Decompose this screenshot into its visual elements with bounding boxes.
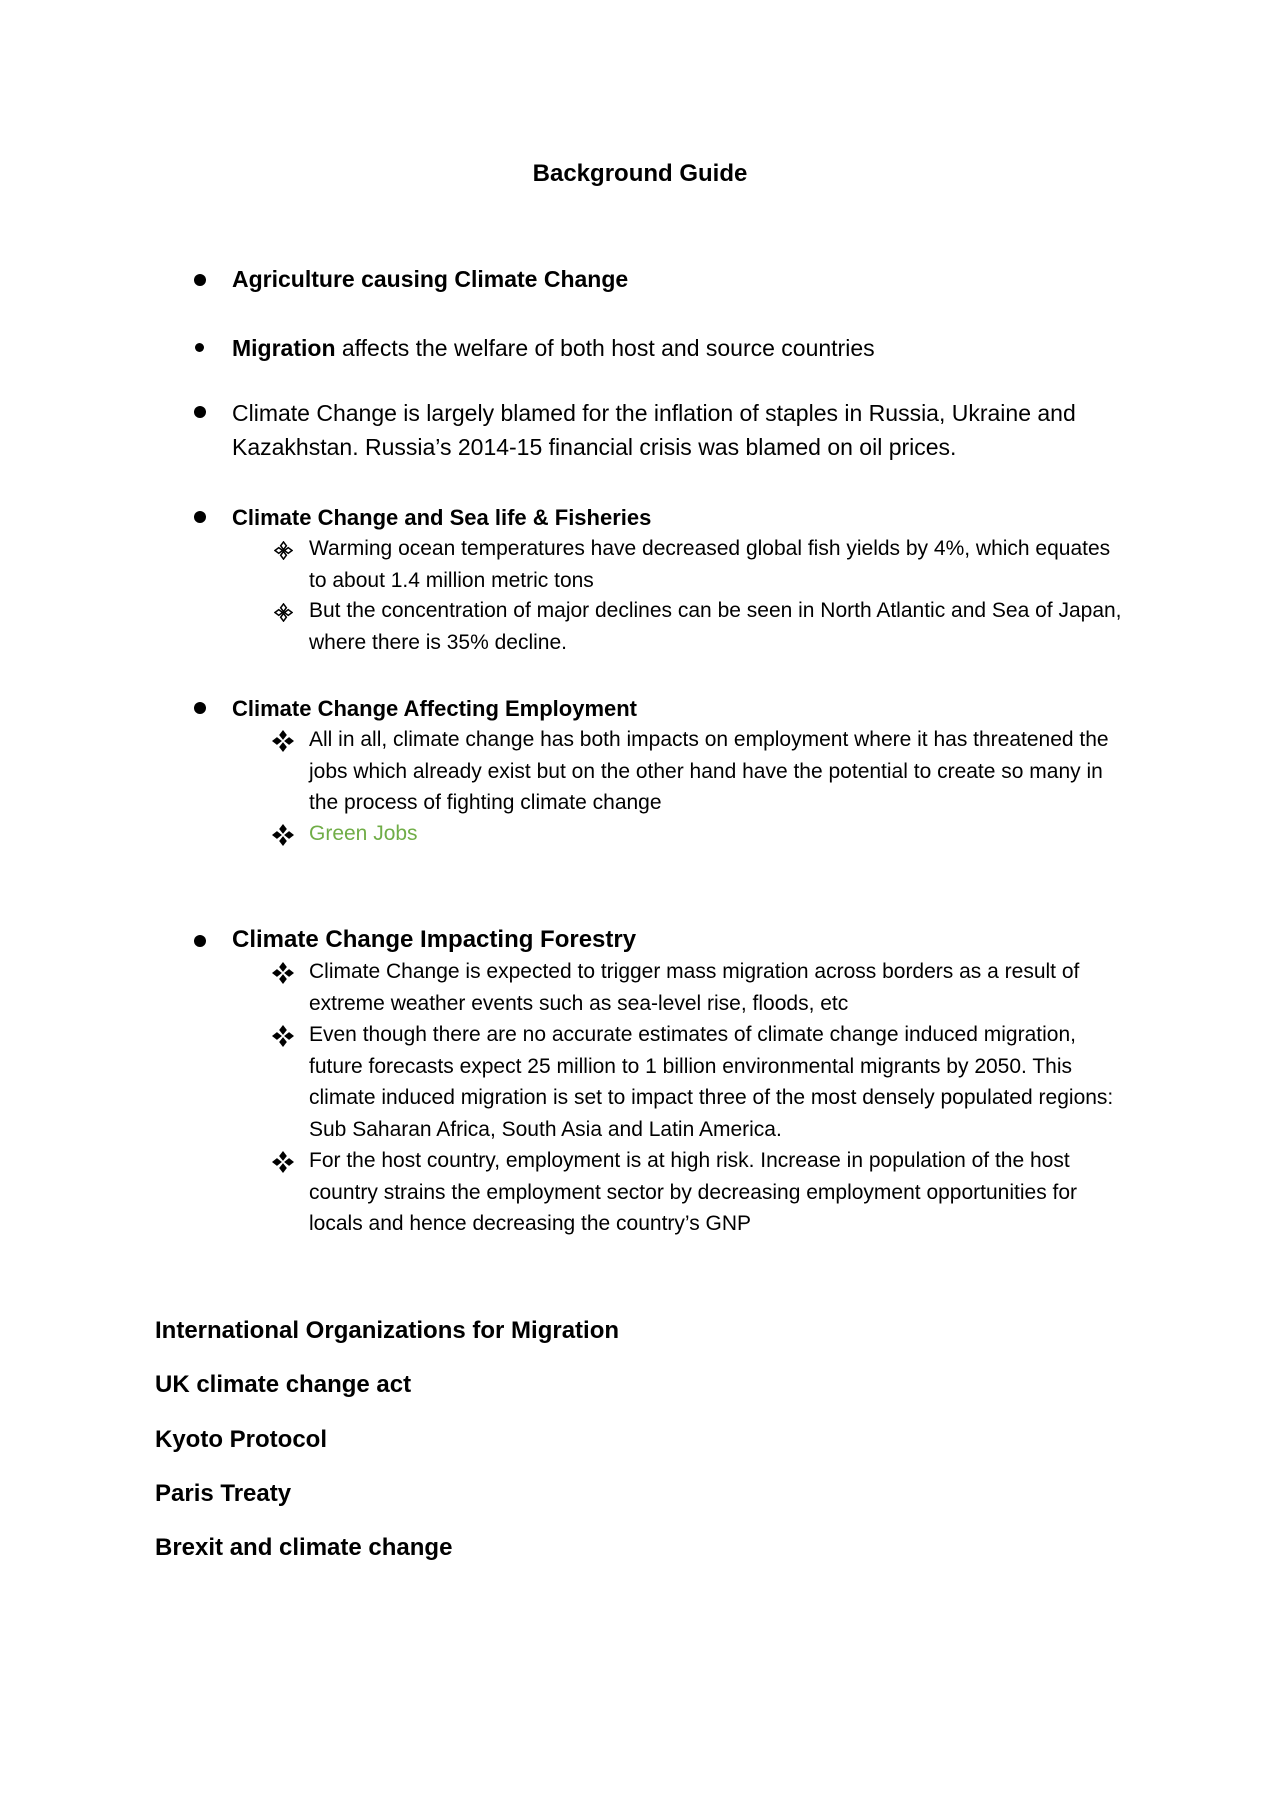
- diamond-bullet-icon: [272, 1151, 294, 1173]
- forestry-point-1: Climate Change is expected to trigger mass migration across borders as a result of extreme weather events such as sea-level rise, floods, etc: [309, 960, 1080, 1015]
- bullet-icon: [194, 274, 206, 286]
- bullet-sea-life-fisheries: [232, 500, 1112, 535]
- employment-point-1: All in all, climate change has both impacts on employment where it has threatened the jobs which already exist but on the other hand have the potential to create so many in the process of fighting climate change: [309, 728, 1109, 814]
- bullet-bold-text: Agriculture causing Climate Change: [232, 266, 629, 292]
- bullet-bold-text: Migration: [232, 335, 336, 361]
- bullet-agriculture: [232, 262, 1112, 296]
- forestry-point-3: For the host country, employment is at high risk. Increase in population of the host country strains the employment sector by decreasing employment opportunities for locals and hence decreasing the country’s GNP: [309, 1149, 1078, 1235]
- bullet-text: affects the welfare of both host and source countries: [335, 335, 875, 361]
- heading-brexit-climate-change: Brexit and climate change: [155, 1534, 453, 1561]
- bullet-icon: [194, 511, 206, 523]
- bullet-employment: [232, 691, 1112, 726]
- fisheries-point-1: Warming ocean temperatures have decreased global fish yields by 4%, which equates to about 1.4 million metric tons: [309, 537, 1111, 592]
- bullet-bold-text: Climate Change Affecting Employment: [232, 696, 638, 721]
- diamond-bullet-icon: [272, 824, 294, 846]
- bullet-icon: [194, 406, 206, 418]
- diamond-bullet-icon: [272, 962, 294, 984]
- diamond-bullet-icon: [274, 541, 293, 560]
- bullet-bold-text: Climate Change and Sea life & Fisheries: [232, 505, 652, 530]
- bullet-icon: [194, 702, 206, 714]
- bullet-forestry: [232, 922, 1112, 957]
- page-title: Background Guide: [532, 160, 748, 187]
- diamond-bullet-icon: [272, 1025, 294, 1047]
- bullet-bold-text: Climate Change Impacting Forestry: [232, 926, 637, 953]
- heading-kyoto-protocol: Kyoto Protocol: [155, 1426, 327, 1453]
- diamond-bullet-icon: [274, 603, 293, 622]
- bullet-staples-inflation: [232, 396, 1112, 464]
- heading-uk-climate-change-act: UK climate change act: [155, 1371, 412, 1398]
- diamond-bullet-icon: [272, 730, 294, 752]
- green-jobs-link[interactable]: Green Jobs: [309, 822, 418, 845]
- bullet-icon: [195, 343, 204, 352]
- fisheries-point-2: But the concentration of major declines can be seen in North Atlantic and Sea of Japan, where there is 35% decline.: [309, 599, 1122, 654]
- bullet-icon: [194, 935, 206, 947]
- heading-iom: International Organizations for Migration: [155, 1317, 620, 1344]
- forestry-point-2: Even though there are no accurate estimates of climate change induced migration, future forecasts expect 25 million to 1 billion environmental migrants by 2050. This climate induced migration is set to impact three of the most densely populated regions: Sub Saharan Africa, South Asia and Latin America.: [309, 1023, 1114, 1141]
- heading-paris-treaty: Paris Treaty: [155, 1480, 292, 1507]
- bullet-migration: [232, 331, 1112, 365]
- bullet-text: Climate Change is largely blamed for the inflation of staples in Russia, Ukraine and Kazakhstan. Russia’s 2014-15 financial crisis was blamed on oil prices.: [232, 400, 1076, 460]
